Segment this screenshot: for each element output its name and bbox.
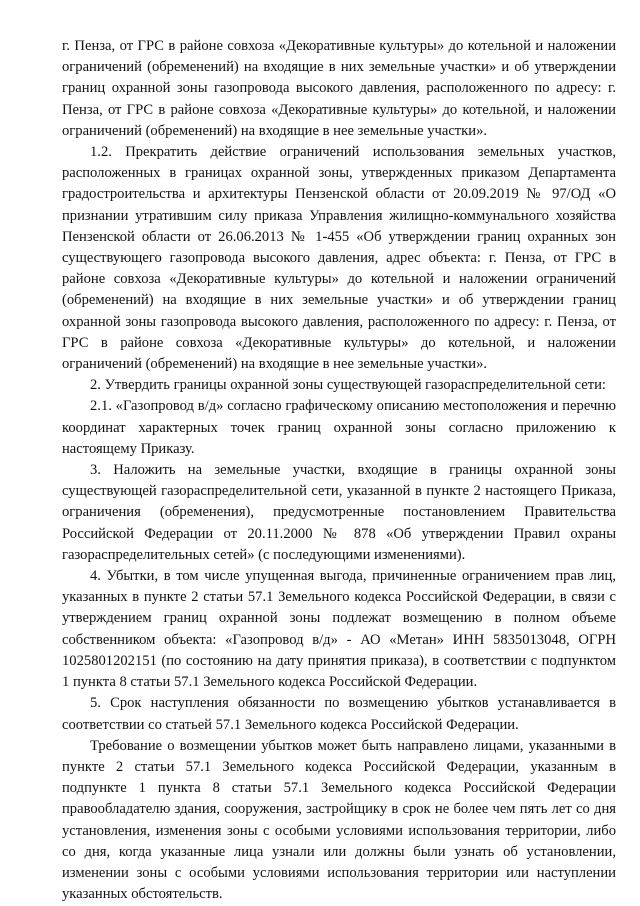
paragraph-claim-requirement: Требование о возмещении убытков может быть направлено лицами, указанными в пункте 2 статьи 57.1 Земельного кодекса Российской Федерации, указанным в подпункте 1 пункта 8 статьи 57.1 Земельного кодекса Российской Федерации правообладателю здания, сооружения, застройщику в срок не более чем пять лет со дня установления, изменения зоны с особыми условиями использования территории, либо со дня, когда указанные лица узнали или должны были узнать об установлении, изменении зоны с особыми условиями использования территории или наступлении указанных обстоятельств. [62, 737, 616, 903]
paragraph-2: 2. Утвердить границы охранной зоны существующей газораспределительной сети: [90, 377, 606, 394]
document-page [62, 36, 616, 905]
paragraph-3: 3. Наложить на земельные участки, входящие в границы охранной зоны существующей газораспределительной сети, указанной в пункте 2 настоящего Приказа, ограничения (обременения), предусмотренные постановлением Правительства Российской Федерации от 20.11.2000 № 878 «Об утверждении Правил охраны газораспределительных сетей» (с последующими изменениями). [62, 462, 616, 563]
paragraph-2-1: 2.1. «Газопровод в/д» согласно графическому описанию местоположения и перечню координат характерных точек границ охранной зоны согласно приложению к настоящему Приказу. [62, 398, 616, 457]
paragraph-4: 4. Убытки, в том числе упущенная выгода, причиненные ограничением прав лиц, указанных в пункте 2 статьи 57.1 Земельного кодекса Российской Федерации, в связи с утверждением границ охранной зоны подлежат возмещению в полном объеме собственником объекта: «Газопровод в/д» - АО «Метан» ИНН 5835013048, ОГРН 1025801202151 (по состоянию на дату принятия приказа), в соответствии с подпунктом 1 пункта 8 статьи 57.1 Земельного кодекса Российской Федерации. [62, 568, 616, 691]
paragraph-5: 5. Срок наступления обязанности по возмещению убытков устанавливается в соответствии со статьей 57.1 Земельного кодекса Российской Федерации. [62, 695, 616, 733]
paragraph-continuation: г. Пенза, от ГРС в районе совхоза «Декоративные культуры» до котельной и наложении ограничений (обременений) на входящие в них земельные участки» и об утверждении границ охранной зоны газопровода высокого давления, расположенного по адресу: г. Пенза, от ГРС в районе совхоза «Декоративные культуры» до котельной, и наложении ограничений (обременений) на входящие в нее земельные участки». [62, 38, 616, 139]
paragraph-1-2: 1.2. Прекратить действие ограничений использования земельных участков, расположенных в границах охранной зоны, утвержденных приказом Департамента градостроительства и архитектуры Пензенской области от 20.09.2019 № 97/ОД «О признании утратившим силу приказа Управления жилищно-коммунального хозяйства Пензенской области от 26.06.2013 № 1-455 «Об утверждении границ охранных зон существующего газопровода высокого давления, адрес объекта: г. Пенза, от ГРС в районе совхоза «Декоративные культуры» до котельной и наложении ограничений (обременений) на входящие в них земельные участки» и об утверждении границ охранной зоны газопровода высокого давления, расположенного по адресу: г. Пенза, от ГРС в районе совхоза «Декоративные культуры» до котельной, и наложении ограничений (обременений) на входящие в нее земельные участки». [62, 144, 616, 373]
